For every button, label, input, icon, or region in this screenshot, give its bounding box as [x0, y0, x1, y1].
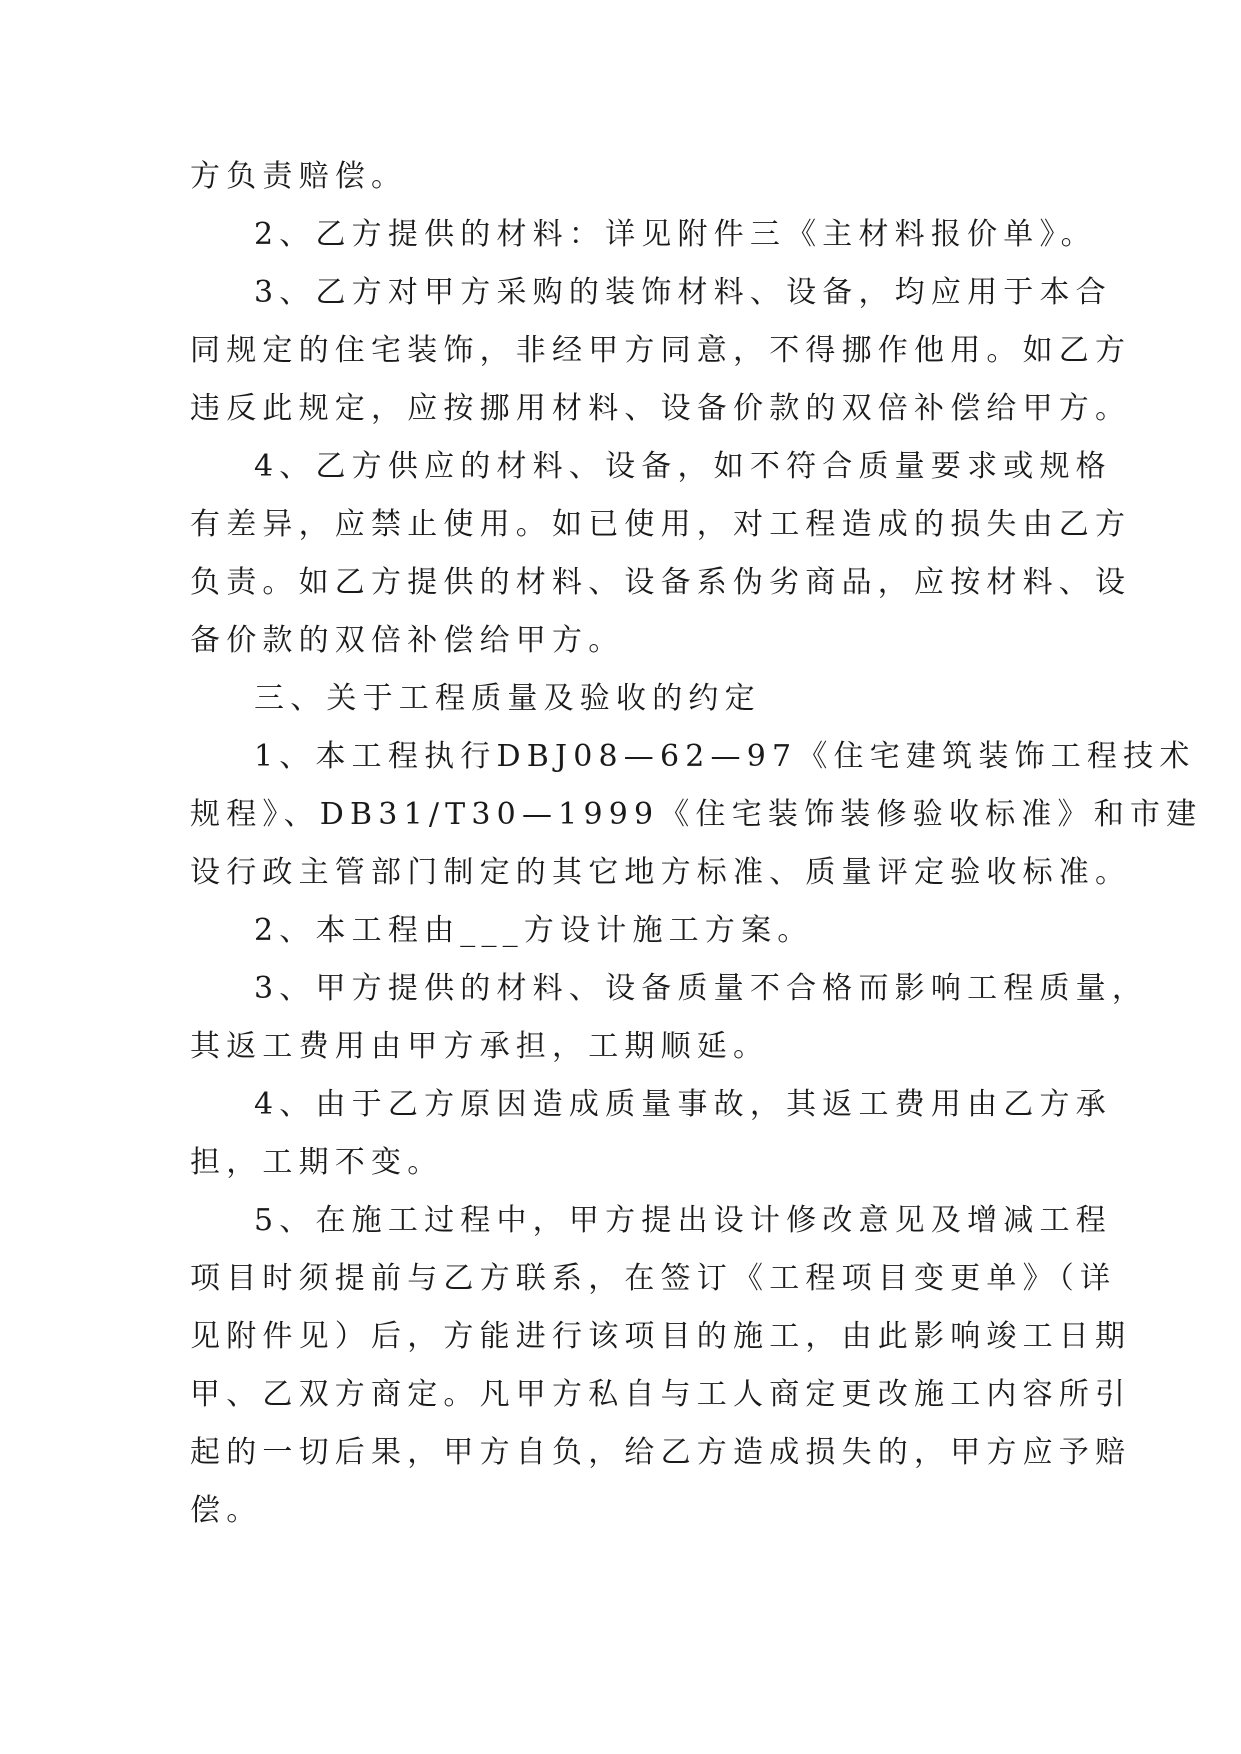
paragraph-3-materials-use: 3、乙方对甲方采购的装饰材料、设备，均应用于本合 [254, 275, 1112, 310]
text-line: 项目时须提前与乙方联系，在签订《工程项目变更单》（详 [190, 1261, 1117, 1296]
text-line: 担，工期不变。 [190, 1145, 444, 1180]
text-line: 方负责赔偿。 [190, 159, 408, 194]
paragraph-3-party-a-materials: 3、甲方提供的材料、设备质量不合格而影响工程质量， [254, 971, 1149, 1006]
paragraph-5-design-changes: 5、在施工过程中，甲方提出设计修改意见及增减工程 [254, 1203, 1112, 1238]
paragraph-4-party-b-accidents: 4、由于乙方原因造成质量事故，其返工费用由乙方承 [254, 1087, 1112, 1122]
text-line: 负责。如乙方提供的材料、设备系伪劣商品，应按材料、设 [190, 565, 1132, 600]
paragraph-2-materials-supplied: 2、乙方提供的材料：详见附件三《主材料报价单》。 [254, 217, 1097, 252]
text-line: 有差异，应禁止使用。如已使用，对工程造成的损失由乙方 [190, 507, 1132, 542]
text-line: 设行政主管部门制定的其它地方标准、质量评定验收标准。 [190, 855, 1132, 890]
paragraph-4-materials-quality: 4、乙方供应的材料、设备，如不符合质量要求或规格 [254, 449, 1112, 484]
contract-text-body [190, 148, 1203, 1540]
text-line: 备价款的双倍补偿给甲方。 [190, 623, 625, 658]
text-line: 规程》、DB31/T30—1999《住宅装饰装修验收标准》和市建 [190, 797, 1203, 832]
text-line: 其返工费用由甲方承担，工期顺延。 [190, 1029, 770, 1064]
section-heading-quality-acceptance: 三、关于工程质量及验收的约定 [254, 681, 761, 716]
text-line: 偿。 [190, 1493, 263, 1528]
text-line: 同规定的住宅装饰，非经甲方同意，不得挪作他用。如乙方 [190, 333, 1132, 368]
paragraph-2-design-party: 2、本工程由___方设计施工方案。 [254, 913, 814, 948]
text-line: 违反此规定，应按挪用材料、设备价款的双倍补偿给甲方。 [190, 391, 1132, 426]
text-line: 甲、乙双方商定。凡甲方私自与工人商定更改施工内容所引 [190, 1377, 1132, 1412]
text-line: 见附件见）后，方能进行该项目的施工，由此影响竣工日期 [190, 1319, 1132, 1354]
text-line: 起的一切后果，甲方自负，给乙方造成损失的，甲方应予赔 [190, 1435, 1132, 1470]
paragraph-1-standards: 1、本工程执行DBJ08—62—97《住宅建筑装饰工程技术 [254, 739, 1196, 774]
